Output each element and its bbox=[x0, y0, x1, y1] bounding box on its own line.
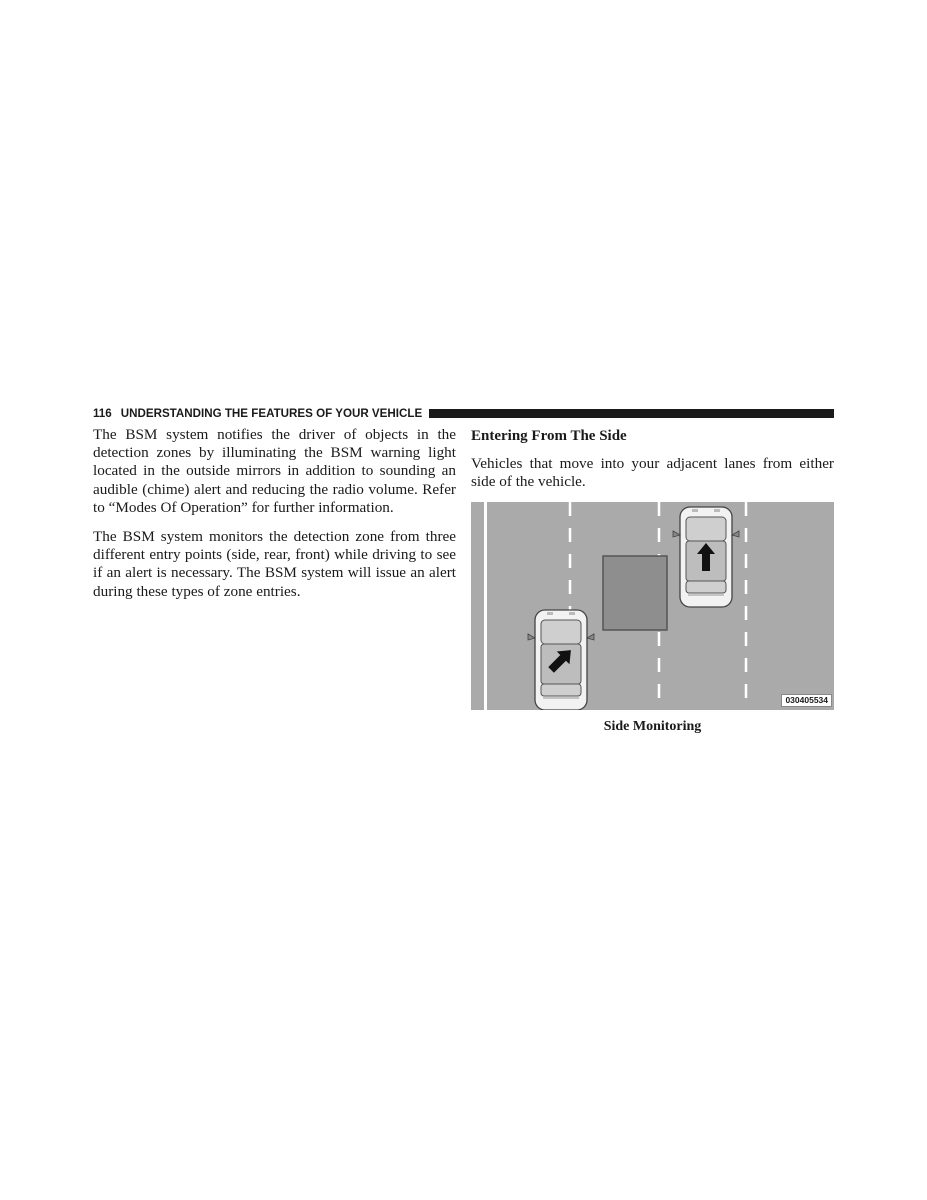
page-number: 116 bbox=[93, 406, 112, 420]
paragraph-notification: The BSM system notifies the driver of objects in the detection zones by illuminating the BSM warning light located in the outside mirrors in addition to sounding an audible (chime) alert and reducing the radio volume. Refer to “Modes Of Operation” for further information. bbox=[93, 426, 456, 516]
detection-zone bbox=[603, 556, 667, 630]
section-heading: Entering From The Side bbox=[471, 428, 627, 444]
paragraph-monitoring: The BSM system monitors the detection zone from three different entry points (side, rear, front) while driving to see if an alert is necessary. The BSM system will issue an alert during these types of zone entries. bbox=[93, 528, 456, 600]
figure-id: 030405534 bbox=[781, 694, 832, 707]
side-monitoring-illustration bbox=[471, 502, 834, 710]
header-rule bbox=[429, 409, 834, 418]
paragraph-side-entry: Vehicles that move into your adjacent lanes from either side of the vehicle. bbox=[471, 455, 834, 491]
road-diagram bbox=[471, 502, 834, 710]
approaching-vehicle bbox=[528, 610, 594, 710]
section-title: UNDERSTANDING THE FEATURES OF YOUR VEHICLE bbox=[120, 406, 423, 420]
figure-caption: Side Monitoring bbox=[603, 719, 702, 735]
left-column bbox=[93, 426, 456, 612]
right-column bbox=[471, 426, 834, 735]
page-header bbox=[93, 405, 834, 421]
host-vehicle bbox=[673, 507, 739, 607]
road-edge-line bbox=[484, 502, 487, 710]
